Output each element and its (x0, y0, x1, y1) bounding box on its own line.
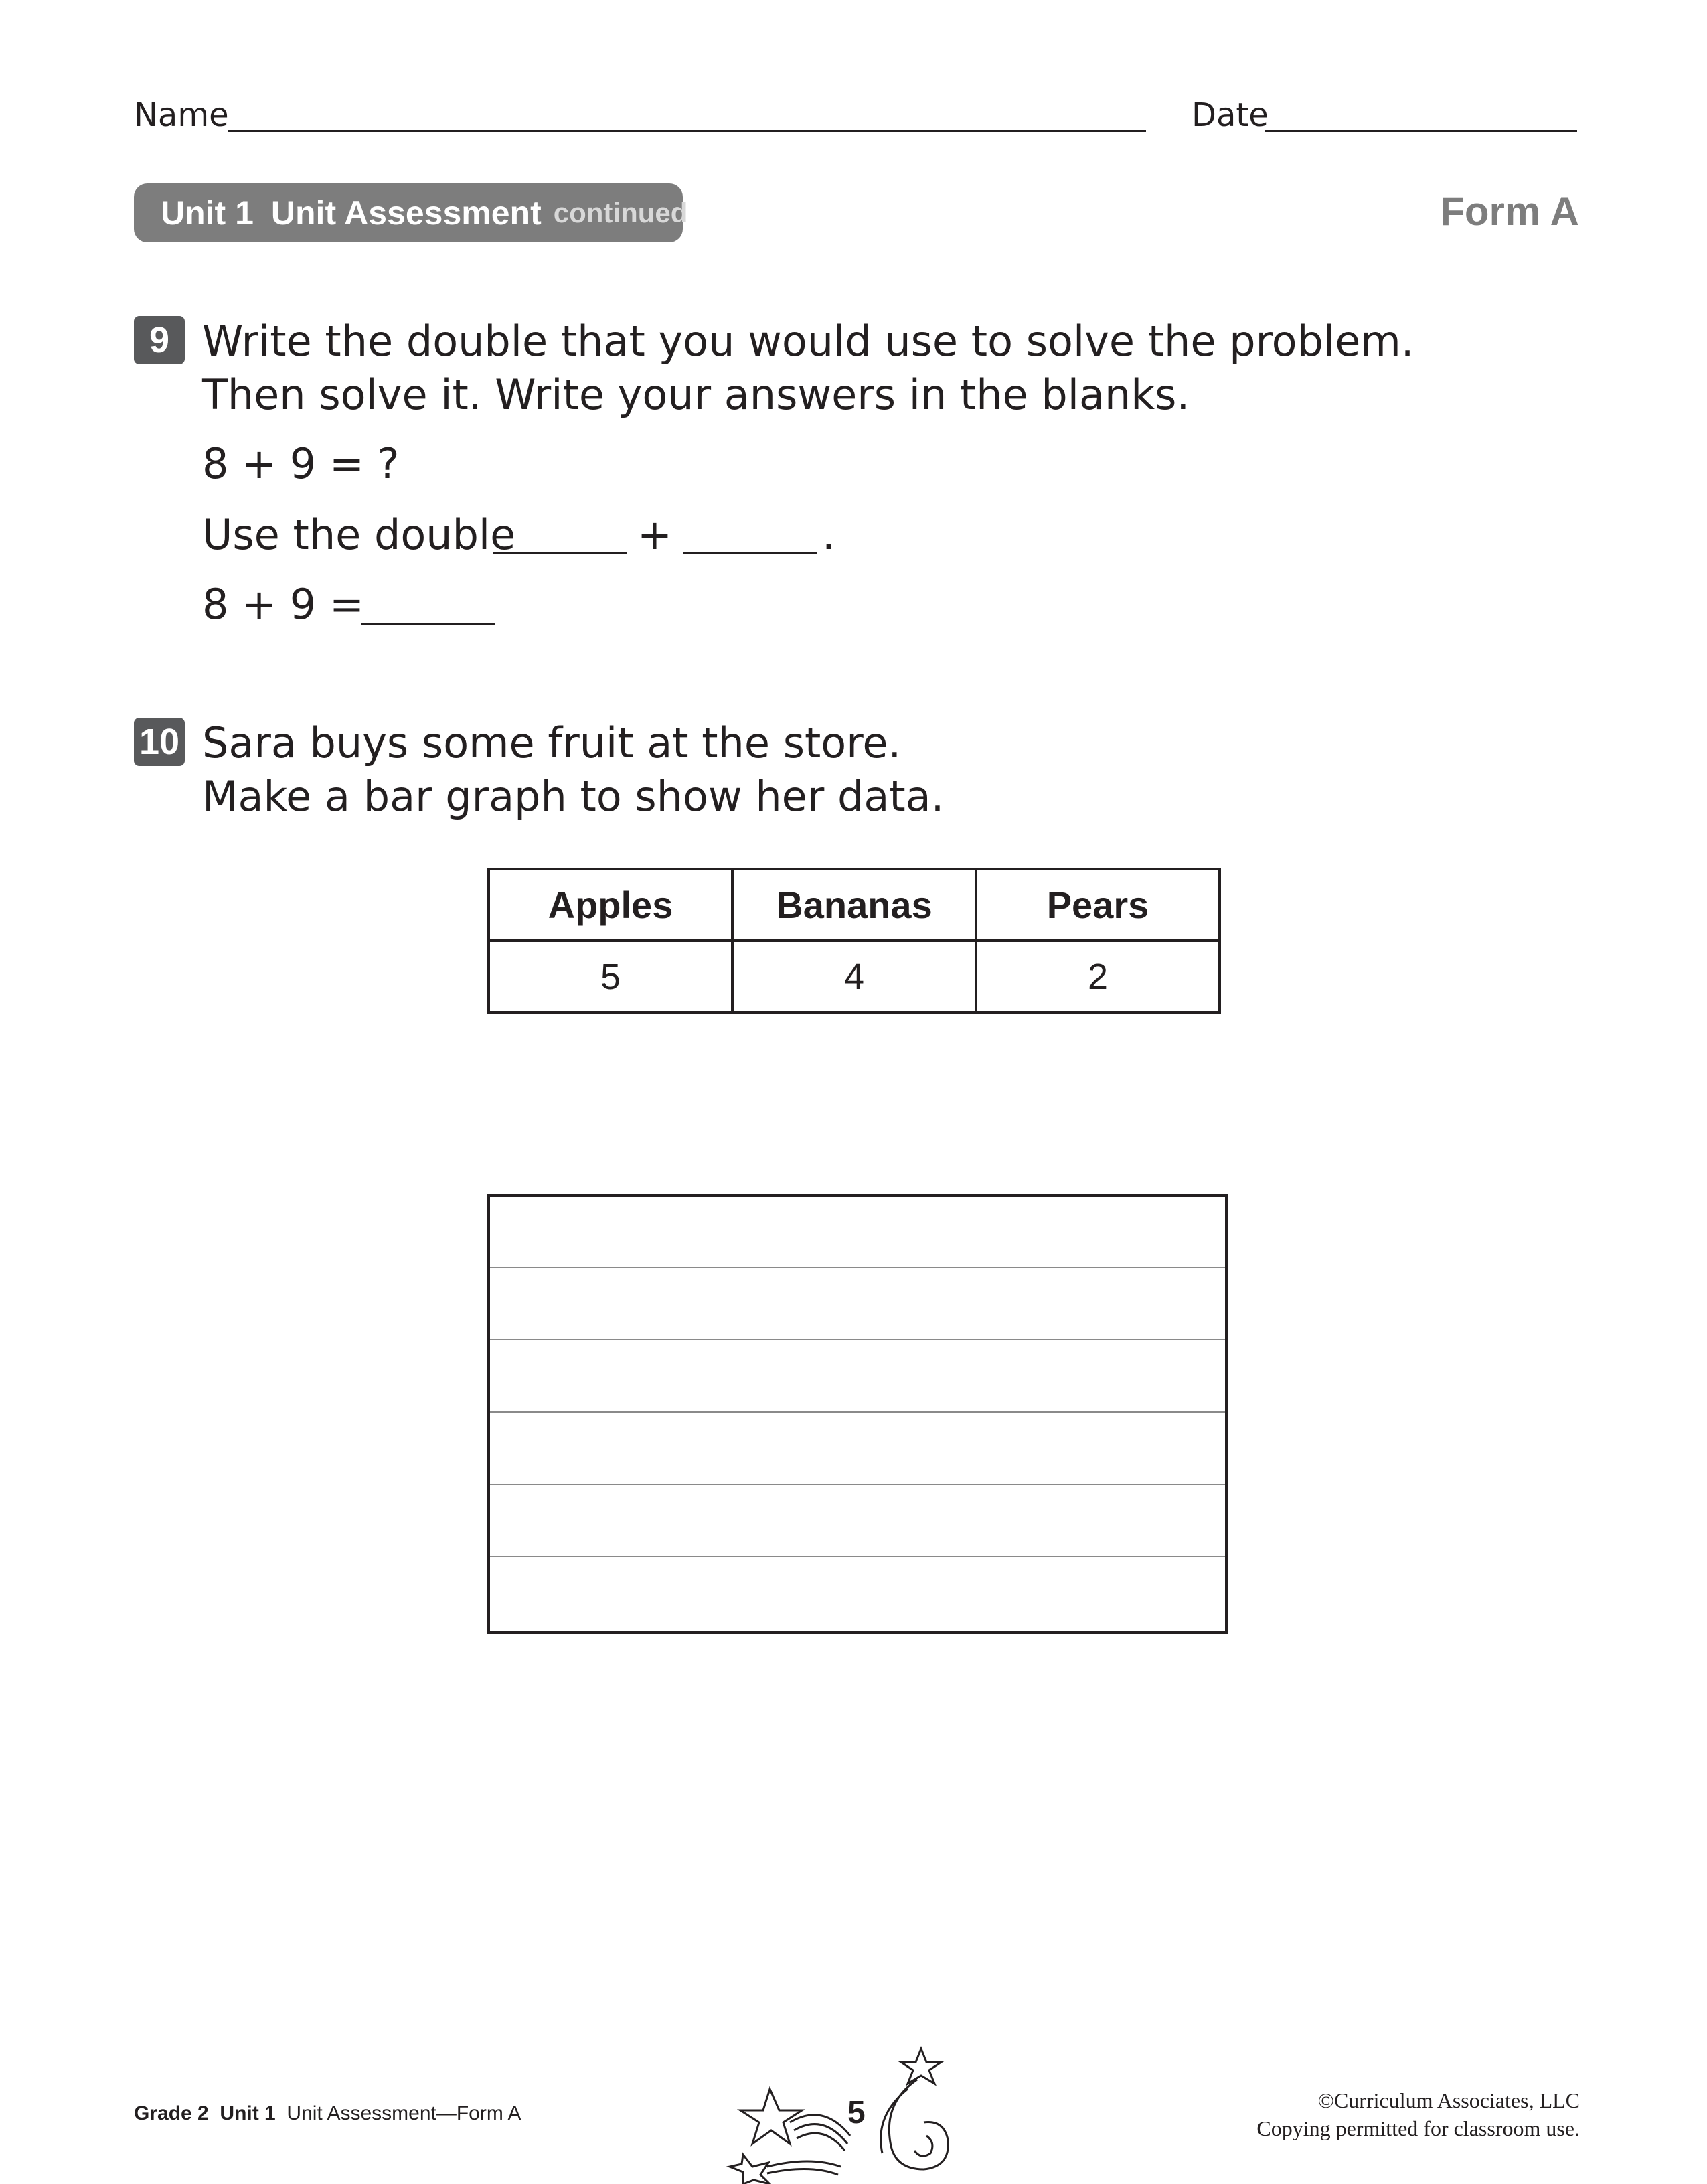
question-10-number: 10 (134, 718, 185, 766)
date-label: Date (1192, 96, 1269, 134)
page-number: 5 (847, 2095, 866, 2130)
table-value-row (489, 941, 1220, 1012)
question-9-number: 9 (134, 316, 185, 364)
question-10-prompt-line2: Make a bar graph to show her data. (202, 772, 945, 821)
unit-banner (134, 183, 688, 242)
copyright-line2: Copying permitted for classroom use. (1256, 2116, 1580, 2140)
plus-sign: + (637, 510, 672, 559)
footer-grade: Grade 2 (134, 2102, 209, 2124)
graph-gridline (490, 1411, 1225, 1413)
fruit-data-table (487, 868, 1221, 1014)
table-header-row (489, 869, 1220, 941)
table-header-pears: Pears (976, 869, 1220, 941)
use-double-label: Use the double (202, 510, 516, 559)
table-value-bananas: 4 (732, 941, 976, 1012)
table-value-pears: 2 (976, 941, 1220, 1012)
graph-gridline (490, 1339, 1225, 1340)
bar-graph-grid[interactable] (487, 1194, 1228, 1634)
period: . (822, 510, 835, 559)
date-field[interactable] (1265, 130, 1577, 132)
table-header-bananas: Bananas (732, 869, 976, 941)
name-label: Name (134, 96, 229, 134)
footer-course (134, 2102, 521, 2125)
footer-copyright (1256, 2086, 1580, 2142)
graph-gridline (490, 1556, 1225, 1557)
answer-blank[interactable] (361, 623, 495, 625)
question-10-prompt-line1: Sara buys some fruit at the store. (202, 718, 902, 767)
form-label: Form A (1440, 189, 1579, 234)
question-9-answer-equation: 8 + 9 = (202, 580, 364, 629)
banner-title: Unit Assessment (270, 194, 542, 232)
banner-unit: Unit 1 (161, 194, 254, 232)
table-header-apples: Apples (489, 869, 732, 941)
question-9-prompt-line1: Write the double that you would use to solve the problem. (202, 317, 1414, 366)
copyright-line1: ©Curriculum Associates, LLC (1317, 2088, 1580, 2112)
question-9-equation: 8 + 9 = ? (202, 439, 400, 488)
name-field[interactable] (228, 130, 1146, 132)
table-value-apples: 5 (489, 941, 732, 1012)
footer-unit: Unit 1 (220, 2102, 276, 2124)
double-addend-2-blank[interactable] (683, 552, 817, 554)
graph-gridline (490, 1267, 1225, 1268)
double-addend-1-blank[interactable] (493, 552, 627, 554)
question-9-prompt-line2: Then solve it. Write your answers in the blanks. (202, 370, 1190, 419)
banner-continued: continued (553, 197, 688, 228)
footer-title: Unit Assessment—Form A (287, 2102, 521, 2124)
graph-gridline (490, 1484, 1225, 1485)
shooting-stars-icon (723, 2035, 964, 2184)
